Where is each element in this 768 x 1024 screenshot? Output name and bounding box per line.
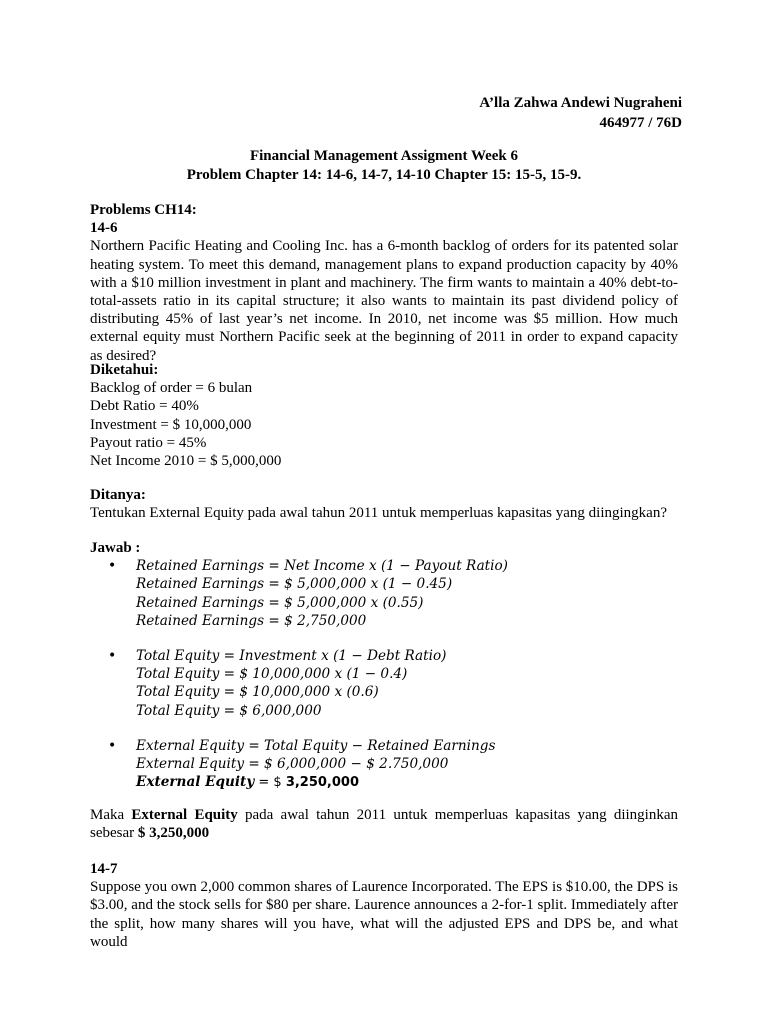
result-value: 3,250,000 [285, 775, 360, 791]
bullet-icon: • [108, 647, 117, 664]
formula-group-retained-earnings [90, 557, 678, 630]
bullet-icon: • [108, 737, 117, 754]
problem-14-6-block [90, 201, 678, 365]
formula-line: Total Equity = $ 10,000,000 x (1 − 0.4) [136, 666, 408, 683]
asked-text: Tentukan External Equity pada awal tahun 2011 untuk memperluas kapasitas yang diingingkan? [90, 505, 667, 522]
known-item: Investment = $ 10,000,000 [90, 416, 252, 433]
known-block [90, 361, 678, 470]
conclusion-term: External Equity [131, 807, 238, 823]
formula-line: External Equity = Total Equity − Retained Earnings [136, 737, 496, 754]
problem-id: 14-6 [90, 220, 118, 237]
bullet-icon: • [108, 558, 117, 575]
author-header [479, 93, 682, 133]
title-line-2: Problem Chapter 14: 14-6, 14-7, 14-10 Chapter 15: 15-5, 15-9. [186, 167, 582, 183]
known-item: Debt Ratio = 40% [90, 398, 199, 415]
formula-line: External Equity = $ 6,000,000 − $ 2.750,000 [136, 755, 449, 772]
formula-group-external-equity [90, 737, 678, 792]
conclusion-paragraph [90, 806, 678, 842]
conclusion-mid: pada awal tahun 2011 untuk memperluas kapasitas yang diinginkan sebesar [90, 807, 678, 842]
answer-block [90, 539, 678, 791]
conclusion-pre: Maka [90, 807, 132, 823]
formula-line: Total Equity = $ 6,000,000 [136, 702, 322, 719]
answer-heading: Jawab : [90, 540, 141, 556]
known-item: Payout ratio = 45% [90, 434, 207, 451]
next-problem-id: 14-7 [90, 861, 118, 877]
conclusion-amount: $ 3,250,000 [137, 825, 210, 842]
section-heading: Problems CH14: [90, 202, 197, 218]
asked-heading: Ditanya: [90, 487, 146, 503]
formula-line: Total Equity = $ 10,000,000 x (0.6) [136, 684, 379, 701]
known-heading: Diketahui: [90, 362, 159, 378]
title-line-1: Financial Management Assigment Week 6 [249, 148, 519, 164]
problem-text: Northern Pacific Heating and Cooling Inc. has a 6-month backlog of orders for its patented solar heating system. To meet this demand, management plans to expand production capacity by 40% with a $10 million investment in plant and machinery. The firm wants to maintain a 40% debt-to-total-assets ratio in its capital structure; it also wants to maintain its past dividend policy of distributing 45% of last year’s net income. In 2010, net income was $5 million. How much external equity must Northern Pacific seek at the beginning of 2011 in order to expand capacity as desired? [90, 238, 678, 364]
result-equals: = $ [254, 775, 286, 791]
student-id: 464977 / 76D [599, 115, 682, 131]
known-item: Net Income 2010 = $ 5,000,000 [90, 453, 282, 470]
formula-line: Retained Earnings = $ 2,750,000 [136, 612, 367, 629]
next-problem-text: Suppose you own 2,000 common shares of Laurence Incorporated. The EPS is $10.00, the DPS is $3.00, and the stock sells for $80 per share. Laurence announces a 2-for-1 split. Immediately after the split, how many shares will you have, what will the adjusted EPS and DPS be, and what would [90, 879, 678, 950]
known-item: Backlog of order = 6 bulan [90, 380, 253, 397]
formula-line: Retained Earnings = Net Income x (1 − Payout Ratio) [136, 558, 508, 575]
formula-result-line [136, 773, 678, 791]
asked-block [90, 486, 678, 522]
formula-line: Retained Earnings = $ 5,000,000 x (0.55) [136, 594, 424, 611]
formula-line: Retained Earnings = $ 5,000,000 x (1 − 0.45) [136, 576, 453, 593]
formula-line: Total Equity = Investment x (1 − Debt Ratio) [136, 647, 447, 664]
formula-group-total-equity [90, 647, 678, 720]
assignment-title [0, 147, 768, 185]
problem-14-7-block [90, 860, 678, 951]
result-label: External Equity [136, 774, 255, 791]
author-name: A’lla Zahwa Andewi Nugraheni [479, 95, 682, 111]
